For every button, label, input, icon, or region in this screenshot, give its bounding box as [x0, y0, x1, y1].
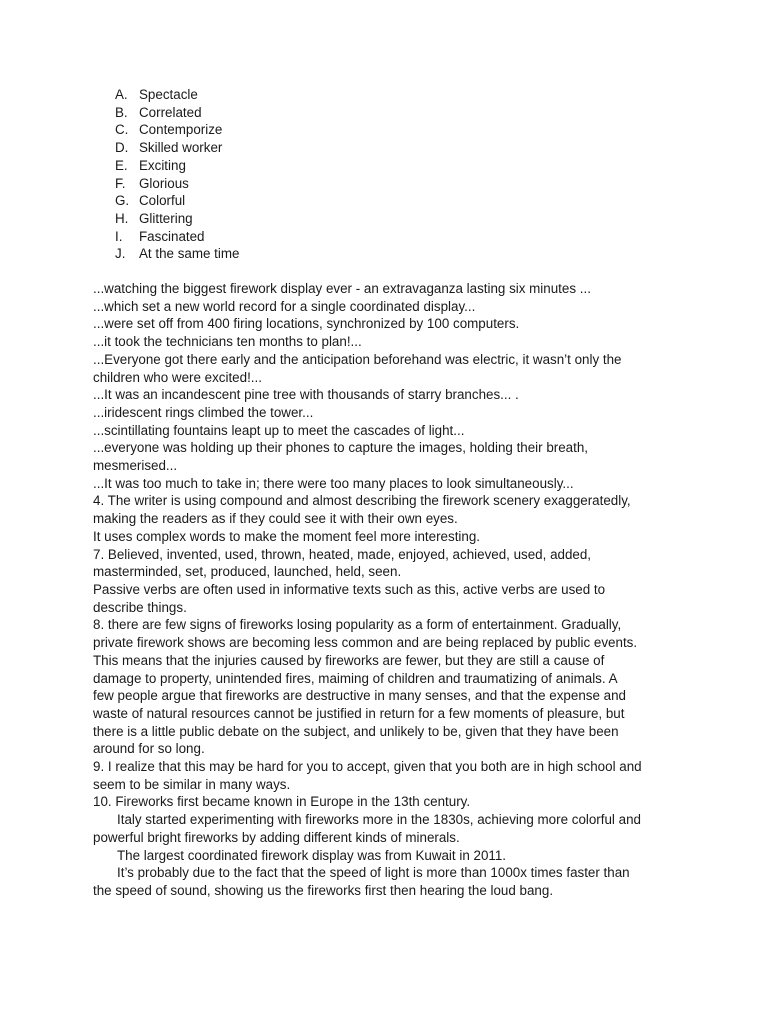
text-line: ...were set off from 400 firing locations, synchronized by 100 computers.: [93, 316, 520, 332]
options-list: [93, 86, 683, 263]
option-letter: D.: [115, 140, 129, 156]
option-text: Skilled worker: [139, 140, 223, 156]
option-text: Exciting: [139, 157, 186, 173]
option-letter: H.: [115, 210, 129, 226]
option-item: [93, 86, 683, 104]
text-line: around for so long.: [93, 741, 205, 757]
option-item: [93, 121, 683, 139]
text-line: ...it took the technicians ten months to plan!...: [93, 334, 362, 350]
text-line: private firework shows are becoming less common and are being replaced by public events.: [93, 635, 638, 651]
option-item: [93, 245, 683, 263]
text-line: ...which set a new world record for a single coordinated display...: [93, 298, 476, 314]
text-line: describe things.: [93, 599, 187, 615]
option-text: Glorious: [139, 175, 189, 191]
option-item: [93, 210, 683, 228]
text-line: It uses complex words to make the moment feel more interesting.: [93, 528, 481, 544]
text-line: 7. Believed, invented, used, thrown, heated, made, enjoyed, achieved, used, added,: [93, 546, 592, 562]
option-text: Contemporize: [139, 122, 223, 138]
body-text: [93, 280, 683, 900]
option-text: At the same time: [139, 246, 240, 262]
option-text: Fascinated: [139, 228, 205, 244]
option-text: Glittering: [139, 210, 193, 226]
text-line: ...Everyone got there early and the anticipation beforehand was electric, it wasn’t only the: [93, 351, 622, 367]
option-letter: B.: [115, 104, 128, 120]
text-line: seem to be similar in many ways.: [93, 776, 291, 792]
text-line: The largest coordinated firework display was from Kuwait in 2011.: [117, 847, 507, 863]
text-line: ...everyone was holding up their phones to capture the images, holding their breath,: [93, 440, 589, 456]
text-line: ...It was too much to take in; there were too many places to look simultaneously...: [93, 475, 574, 491]
text-line: 10. Fireworks first became known in Europe in the 13th century.: [93, 794, 471, 810]
text-line: Passive verbs are often used in informative texts such as this, active verbs are used to: [93, 581, 606, 597]
text-line: there is a little public debate on the subject, and unlikely to be, given that they have been: [93, 723, 619, 739]
option-item: [93, 139, 683, 157]
text-line: ...It was an incandescent pine tree with thousands of starry branches... .: [93, 387, 519, 403]
option-item: [93, 157, 683, 175]
text-line: 9. I realize that this may be hard for you to accept, given that you both are in high school and: [93, 759, 642, 775]
option-letter: J.: [115, 246, 126, 262]
option-letter: F.: [115, 175, 126, 191]
document-page: [93, 86, 683, 900]
option-letter: I.: [115, 228, 123, 244]
option-letter: C.: [115, 122, 129, 138]
option-item: [93, 104, 683, 122]
text-line: few people argue that fireworks are destructive in many senses, and that the expense and: [93, 688, 626, 704]
option-item: [93, 192, 683, 210]
text-line: It’s probably due to the fact that the speed of light is more than 1000x times faster than: [117, 865, 630, 881]
option-item: [93, 228, 683, 246]
option-letter: A.: [115, 87, 128, 102]
text-line: ...watching the biggest firework display ever - an extravaganza lasting six minutes ...: [93, 281, 591, 297]
text-line: children who were excited!...: [93, 369, 262, 385]
text-line: the speed of sound, showing us the fireworks first then hearing the loud bang.: [93, 882, 554, 898]
option-item: [93, 175, 683, 193]
text-line: This means that the injuries caused by fireworks are fewer, but they are still a cause of: [93, 652, 605, 668]
text-line: 4. The writer is using compound and almost describing the firework scenery exaggeratedly,: [93, 493, 631, 509]
text-line: ...scintillating fountains leapt up to meet the cascades of light...: [93, 422, 465, 438]
text-line: Italy started experimenting with fireworks more in the 1830s, achieving more colorful and: [117, 812, 641, 828]
text-line: masterminded, set, produced, launched, held, seen.: [93, 564, 402, 580]
text-line: 8. there are few signs of fireworks losing popularity as a form of entertainment. Gradually,: [93, 617, 622, 633]
option-letter: E.: [115, 157, 128, 173]
text-line: ...iridescent rings climbed the tower...: [93, 404, 314, 420]
text-line: making the readers as if they could see it with their own eyes.: [93, 511, 458, 527]
text-line: waste of natural resources cannot be justified in return for a few moments of pleasure, but: [93, 705, 625, 721]
text-line: powerful bright fireworks by adding different kinds of minerals.: [93, 829, 460, 845]
option-text: Colorful: [139, 193, 186, 209]
text-line: mesmerised...: [93, 458, 178, 474]
text-line: damage to property, unintended fires, maiming of children and traumatizing of animals. A: [93, 670, 618, 686]
option-text: Correlated: [139, 104, 202, 120]
option-text: Spectacle: [139, 87, 198, 102]
option-letter: G.: [115, 193, 130, 209]
